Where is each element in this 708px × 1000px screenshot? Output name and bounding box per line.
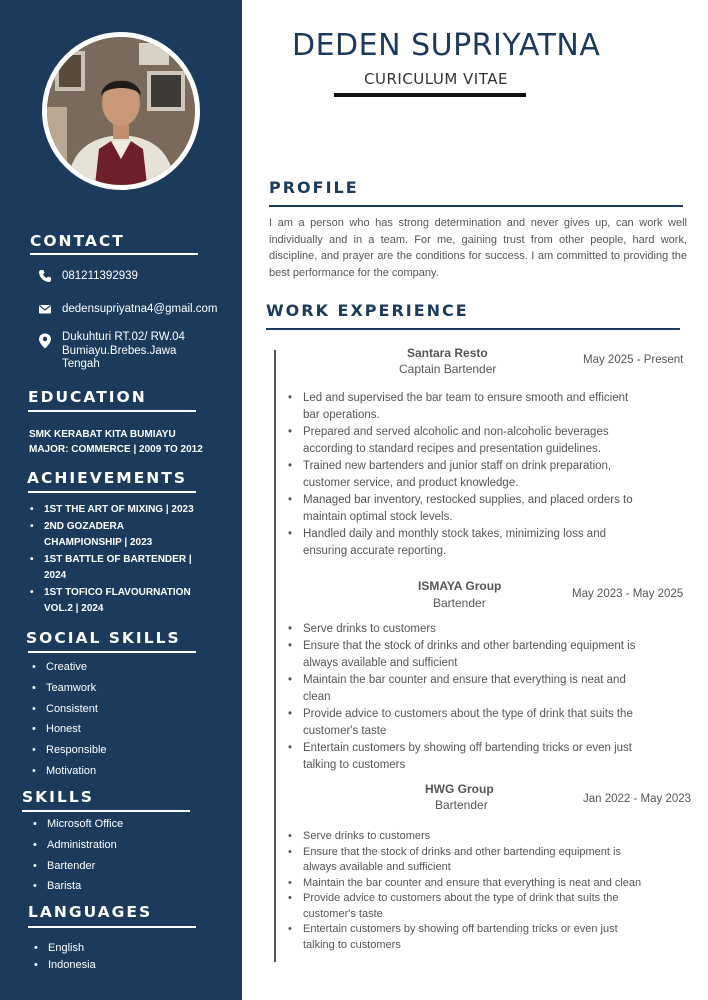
title-underline: [334, 93, 526, 97]
achievement-item: • 1ST TOFICO FLAVOURNATION VOL.2 | 2024: [30, 585, 194, 618]
address-text: [62, 331, 185, 372]
social-skill-item: • Consistent: [32, 699, 107, 720]
social-skill-item: • Motivation: [32, 761, 107, 782]
duty-item: • Maintain the bar counter and ensure that everything is neat and clean: [286, 876, 678, 892]
work-experience-divider: [266, 328, 680, 330]
skills-list: [33, 814, 123, 897]
achievement-item: • 1ST BATTLE OF BARTENDER | 2024: [30, 552, 194, 585]
language-item: • Indonesia: [34, 957, 96, 974]
education-major: MAJOR: COMMERCE | 2009 TO 2012: [29, 444, 203, 455]
main-content: [242, 0, 708, 1000]
contact-heading: CONTACT: [30, 232, 125, 250]
language-item: • English: [34, 940, 96, 957]
social-skill-item: • Responsible: [32, 740, 107, 761]
duty-item: • Provide advice to customers about the type of drink that suits the customer's taste: [286, 706, 678, 740]
social-skill-item: • Creative: [32, 657, 107, 678]
address-line: Dukuhturi RT.02/ RW.04: [62, 331, 185, 343]
job-date: Jan 2022 - May 2023: [583, 793, 692, 805]
job-company: ISMAYA Group: [418, 579, 502, 593]
job-duties: [286, 829, 678, 953]
duty-item: • Prepared and served alcoholic and non-alcoholic beverages according to standard recipes and presentation guidelines.: [286, 424, 678, 458]
achievement-item: • 1ST THE ART OF MIXING | 2023: [30, 502, 194, 519]
duty-item: • Provide advice to customers about the type of drink that suits the customer's taste: [286, 891, 678, 922]
profile-photo: [42, 32, 200, 190]
social-skill-item: • Teamwork: [32, 678, 107, 699]
profile-photo-illustration: [47, 37, 195, 185]
duty-item: • Entertain customers by showing off bartending tricks or even just talking to customers: [286, 740, 678, 774]
duty-item: • Maintain the bar counter and ensure that everything is neat and clean: [286, 672, 678, 706]
education-school: SMK KERABAT KITA BUMIAYU: [29, 429, 176, 440]
social-skills-list: [32, 657, 107, 782]
contact-divider: [30, 253, 198, 255]
job-role: Bartender: [433, 596, 486, 610]
duty-item: • Handled daily and monthly stock takes, minimizing loss and ensuring accurate reporting.: [286, 526, 678, 560]
email-icon: [38, 302, 52, 316]
profile-text: I am a person who has strong determination and never gives up, can work well individually and in a team. For me, gaining trust from other people, hard work, discipline, and prayer are the conditions for success. I am committed to providing the best performance for the company.: [269, 217, 687, 279]
job-date: May 2025 - Present: [583, 354, 684, 366]
duty-item: • Led and supervised the bar team to ensure smooth and efficient bar operations.: [286, 390, 678, 424]
candidate-name: DEDEN SUPRIYATNA: [292, 28, 601, 63]
address-line: Tengah: [62, 358, 100, 370]
phone-icon: [38, 269, 52, 283]
job-company: HWG Group: [425, 782, 494, 796]
timeline-line: [274, 350, 276, 962]
achievement-item: • 2ND GOZADERA CHAMPIONSHIP | 2023: [30, 519, 194, 552]
job-role: Bartender: [435, 798, 488, 812]
duty-item: • Ensure that the stock of drinks and other bartending equipment is always available and sufficient: [286, 638, 678, 672]
achievements-divider: [28, 491, 196, 493]
skills-divider: [22, 810, 190, 812]
skill-item: • Bartender: [33, 856, 123, 877]
phone-number: 081211392939: [62, 270, 138, 282]
job-duties: [286, 621, 678, 774]
location-pin-icon: [38, 333, 52, 347]
achievements-list: [30, 502, 194, 618]
achievements-heading: ACHIEVEMENTS: [27, 469, 188, 487]
job-date: May 2023 - May 2025: [572, 588, 684, 600]
job-duties: [286, 390, 678, 560]
job-company: Santara Resto: [407, 346, 488, 360]
skill-item: • Administration: [33, 835, 123, 856]
work-experience-heading: WORK EXPERIENCE: [266, 301, 469, 320]
profile-divider: [269, 205, 683, 207]
sidebar: [0, 0, 242, 1000]
skills-heading: SKILLS: [22, 788, 94, 806]
duty-item: • Serve drinks to customers: [286, 621, 678, 638]
languages-list: [34, 940, 96, 974]
duty-item: • Managed bar inventory, restocked supplies, and placed orders to maintain optimal stock levels.: [286, 492, 678, 526]
social-skill-item: • Honest: [32, 719, 107, 740]
education-divider: [28, 410, 196, 412]
skill-item: • Barista: [33, 876, 123, 897]
profile-heading: PROFILE: [269, 178, 359, 197]
languages-divider: [28, 926, 196, 928]
education-heading: EDUCATION: [28, 388, 147, 406]
email-address: dedensupriyatna4@gmail.com: [62, 303, 218, 315]
duty-item: • Ensure that the stock of drinks and other bartending equipment is always available and sufficient: [286, 845, 678, 876]
social-skills-heading: SOCIAL SKILLS: [26, 629, 181, 647]
languages-heading: LANGUAGES: [28, 903, 153, 921]
address-line: Bumiayu.Brebes.Jawa: [62, 344, 177, 357]
social-skills-divider: [28, 651, 196, 653]
duty-item: • Trained new bartenders and junior staff on drink preparation, customer service, and product knowledge.: [286, 458, 678, 492]
job-role: Captain Bartender: [399, 362, 497, 376]
duty-item: • Entertain customers by showing off bartending tricks or even just talking to customers: [286, 922, 678, 953]
document-subtitle: CURICULUM VITAE: [364, 70, 508, 88]
skill-item: • Microsoft Office: [33, 814, 123, 835]
duty-item: • Serve drinks to customers: [286, 829, 678, 845]
